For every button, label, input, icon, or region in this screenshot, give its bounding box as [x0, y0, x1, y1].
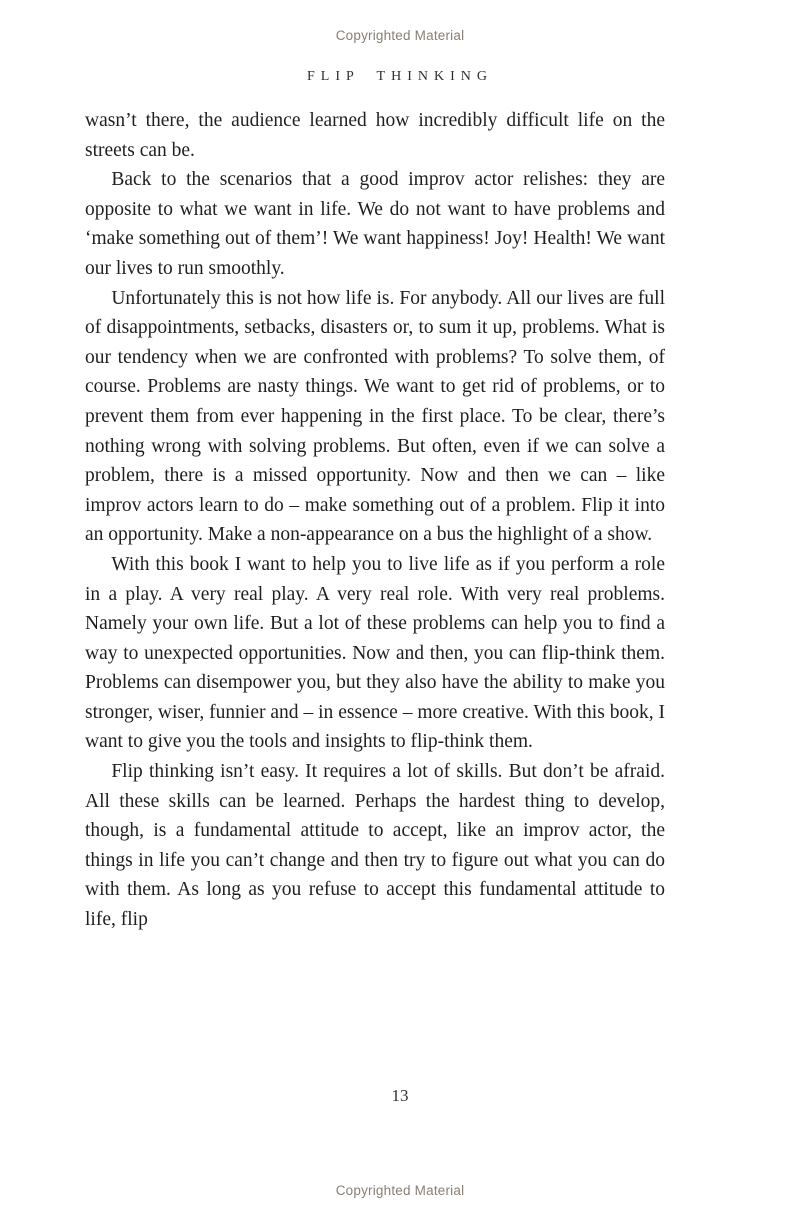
copyright-notice-bottom: Copyrighted Material — [335, 1183, 465, 1198]
paragraph: Back to the scenarios that a good improv actor relishes: they are opposite to what we want in life. We do not want to have problems and ‘make something out of them’! We want happiness! Joy! Health! We want our lives to run smoothly. — [85, 169, 665, 279]
page-body-text — [85, 106, 665, 935]
copyright-notice-top: Copyrighted Material — [335, 28, 465, 43]
paragraph: With this book I want to help you to live life as if you perform a role in a play. A very real play. A very real role. With very real problems. Namely your own life. But a lot of these problems can help you to find a way to unexpected opportunities. Now and then, you can flip-think them. Problems can disempower you, but they also have the ability to make you stronger, wiser, funnier and – in essence – more creative. With this book, I want to give you the tools and insights to flip-think them. — [85, 553, 665, 753]
paragraph: Unfortunately this is not how life is. For anybody. All our lives are full of disappointments, setbacks, disasters or, to sum it up, problems. What is our tendency when we are confronted with problems? To solve them, of course. Problems are nasty things. We want to get rid of problems, or to prevent them from ever happening in the first place. To be clear, there’s nothing wrong with solving problems. But often, even if we can solve a problem, there is a missed opportunity. Now and then we can – like improv actors learn to do – make something out of a problem. Flip it into an opportunity. Make a non-appearance on a bus the highlight of a show. — [85, 287, 665, 546]
paragraph-continuation: wasn’t there, the audience learned how incredibly difficult life on the streets can be. — [85, 110, 665, 161]
paragraph: Flip thinking isn’t easy. It requires a lot of skills. But don’t be afraid. All these skills can be learned. Perhaps the hardest thing to develop, though, is a fundamental attitude to accept, like an improv actor, the things in life you can’t change and then try to figure out what you can do with them. As long as you refuse to accept this fundamental attitude to life, flip — [85, 761, 665, 931]
running-header-title: FLIP THINKING — [307, 69, 493, 84]
page-number: 13 — [391, 1086, 409, 1105]
